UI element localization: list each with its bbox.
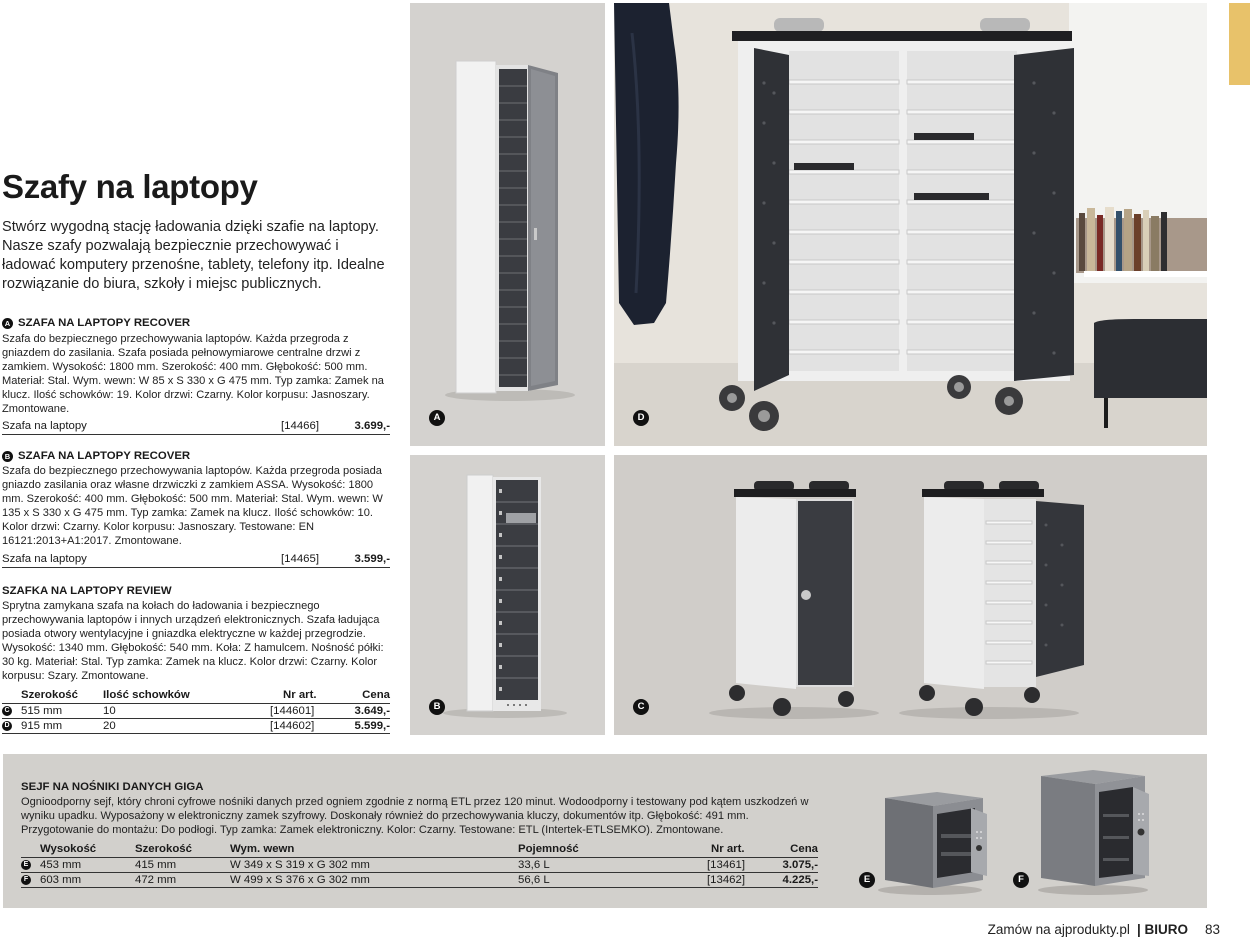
product-b-name: Szafa na laptopy <box>2 553 87 565</box>
col-number: Nr art. <box>283 689 317 701</box>
product-a-badge: A <box>2 318 13 329</box>
table-row <box>21 873 818 888</box>
page-title: Szafy na laptopy <box>2 168 258 205</box>
cell-inner: W 349 x S 319 x G 302 mm <box>230 859 370 871</box>
footer-link-text[interactable]: Zamów na ajprodukty.pl <box>987 922 1130 937</box>
cell-capacity: 33,6 L <box>518 859 550 871</box>
product-a-name: Szafa na laptopy <box>2 420 87 432</box>
cell-number: [13462] <box>707 874 746 886</box>
safe-table <box>21 842 818 888</box>
table-row <box>2 704 390 719</box>
product-review-heading <box>2 585 172 597</box>
cell-height: 453 mm <box>40 859 82 871</box>
cell-height: 603 mm <box>40 874 82 886</box>
product-review-title: SZAFKA NA LAPTOPY REVIEW <box>2 585 172 597</box>
review-table <box>2 688 390 734</box>
product-b-price-row <box>2 552 390 568</box>
cell-width: 915 mm <box>21 720 63 732</box>
safe-table-header <box>21 842 818 858</box>
cell-inner: W 499 x S 376 x G 302 mm <box>230 874 370 886</box>
product-a-description: Szafa do bezpiecznego przechowywania laptopów. Każda przegroda z gniazdem do zasilania. Szafa posiada pełnowymiarowe centralne drzwi z zamkiem. Wysokość: 1800 mm. Szerokość: 400 mm. Głębokość: 500 mm. Materiał: Stal. Wym. wewn: W 85 x S 330 x G 475 mm. Typ zamka: Zamek na klucz. Ilość schowków: 19. Kolor drzwi: Czarny. Kolor korpusu: Jasnoszary. Zmontowane. <box>2 333 384 416</box>
product-b-price: 3.599,- <box>354 553 390 565</box>
cell-width: 472 mm <box>135 874 177 886</box>
product-review-description: Sprytna zamykana szafa na kołach do ładowania i bezpiecznego przechowywania laptopów i innych urządzeń elektronicznych. Szafa ładująca posiada otwory wentylacyjne i gniazdka elektryczne w każdej przegrodzie. Wysokość: 1340 mm. Głębokość: 540 mm. Koła: Z hamulcem. Nośność półki: 30 kg. Materiał: Stal. Typ zamka: Zamek na klucz. Kolor drzwi: Czarny. Kolor korpusu: Szary. Zmontowane. <box>2 600 384 683</box>
safe-description: Ognioodporny sejf, który chroni cyfrowe nośniki danych przed ogniem zgodnie z normą ETL przez 120 minut. Wodoodporny i testowany pod kątem uszkodzeń w wyniku upadku. Wyposażony w elektroniczny zamek szyfrowy. Doskonały również do przechowywania kluczy, dokumentów itp. Głębokość: 491 mm. Przygotowanie do montażu: Do podłogi. Typ zamka: Zamek elektroniczny. Kolor: Czarny. Testowane: ETL (Intertek-ETLSEMKO). Zmontowane. <box>21 796 809 837</box>
safe-f-illustration <box>1033 764 1163 899</box>
safe-panel <box>3 754 1207 908</box>
section-tab <box>1229 3 1250 85</box>
image-badge-e: E <box>859 872 875 888</box>
cell-width: 415 mm <box>135 859 177 871</box>
image-badge-c: C <box>633 699 649 715</box>
cell-price: 5.599,- <box>354 720 390 732</box>
product-b-description: Szafa do bezpiecznego przechowywania laptopów. Każda przegroda posiada gniazdo zasilania oraz własne drzwiczki z zamkiem ASSA. Wysokość: 1800 mm. Szerokość: 400 mm. Głębokość: 500 mm. Materiał: Stal. Wym. wewn: W 135 x S 330 x G 475 mm. Typ zamka: Zamek na klucz. Ilość schowków: 10. Kolor drzwi: Czarny. Kolor korpusu: Jasnoszary. Testowane: EN 16121:2013+A1:2017. Zmontowane. <box>2 465 383 548</box>
page-number: 83 <box>1204 922 1220 937</box>
product-a-heading <box>2 317 190 329</box>
product-b-heading <box>2 450 190 462</box>
col-capacity: Pojemność <box>518 843 579 855</box>
cabinet-b-illustration <box>410 455 605 735</box>
image-badge-b: B <box>429 699 445 715</box>
cell-count: 20 <box>103 720 116 732</box>
table-row <box>2 719 390 734</box>
row-badge: F <box>21 875 31 885</box>
cabinet-a-illustration <box>410 3 605 446</box>
cell-count: 10 <box>103 705 116 717</box>
safe-heading: SEJF NA NOŚNIKI DANYCH GIGA <box>21 781 204 793</box>
cell-price: 3.075,- <box>782 859 818 871</box>
col-count: Ilość schowków <box>103 689 190 701</box>
product-a-number: [14466] <box>280 420 319 432</box>
cell-number: [144601] <box>270 705 315 717</box>
row-badge: E <box>21 860 31 870</box>
page-footer <box>988 922 1220 937</box>
product-photo-a <box>410 3 605 446</box>
cell-price: 4.225,- <box>782 874 818 886</box>
product-photo-d <box>614 3 1207 446</box>
row-badge: D <box>2 721 12 731</box>
col-number: Nr art. <box>711 843 745 855</box>
col-inner: Wym. wewn <box>230 843 295 855</box>
footer-section: | BIURO <box>1136 922 1188 937</box>
product-a-price: 3.699,- <box>354 420 390 432</box>
image-badge-f: F <box>1013 872 1029 888</box>
col-height: Wysokość <box>40 843 97 855</box>
cell-capacity: 56,6 L <box>518 874 550 886</box>
table-row <box>21 858 818 873</box>
product-photo-b <box>410 455 605 735</box>
row-badge: C <box>2 706 12 716</box>
cell-width: 515 mm <box>21 705 63 717</box>
cabinet-c-illustration <box>614 455 1207 735</box>
product-a-price-row <box>2 419 390 435</box>
product-b-number: [14465] <box>280 553 319 565</box>
product-b-title: SZAFA NA LAPTOPY RECOVER <box>18 450 191 462</box>
col-width: Szerokość <box>21 689 78 701</box>
cabinet-d-illustration <box>614 3 1207 446</box>
product-a-title: SZAFA NA LAPTOPY RECOVER <box>18 317 191 329</box>
intro-text: Stwórz wygodną stację ładowania dzięki szafie na laptopy. Nasze szafy pozwalają bezpiecznie przechowywać i ładować komputery przenośne, tablety, telefony itp. Idealne rozwiązanie do biura, szkoły i miejsc publicznych. <box>2 219 385 292</box>
image-badge-a: A <box>429 410 445 426</box>
review-table-header <box>2 688 390 704</box>
col-price: Cena <box>362 689 390 701</box>
cell-number: [13461] <box>707 859 746 871</box>
product-photo-c <box>614 455 1207 735</box>
cell-number: [144602] <box>270 720 315 732</box>
col-width: Szerokość <box>135 843 192 855</box>
cell-price: 3.649,- <box>354 705 390 717</box>
image-badge-d: D <box>633 410 649 426</box>
col-price: Cena <box>790 843 818 855</box>
product-b-badge: B <box>2 451 13 462</box>
safe-e-illustration <box>875 784 995 899</box>
